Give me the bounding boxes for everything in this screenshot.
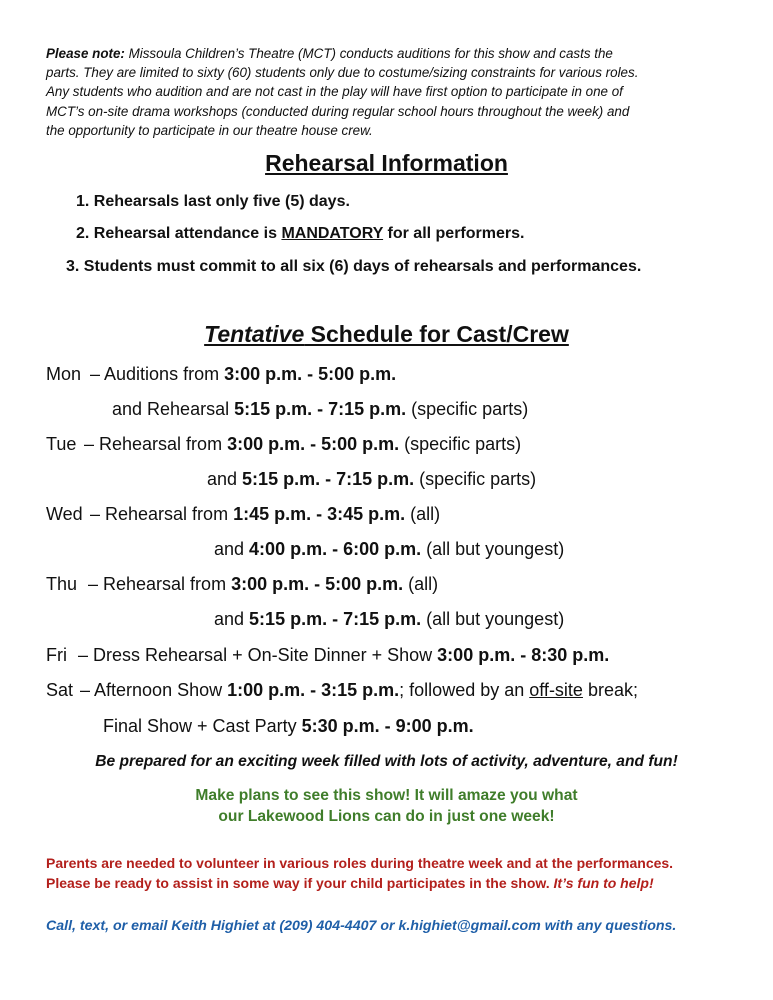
intro-note	[46, 44, 736, 140]
contact-line: Call, text, or email Keith Highiet at (209) 404-4407 or k.highiet@gmail.com with any questions.	[46, 918, 677, 934]
rehearsal-heading: Rehearsal Information	[265, 150, 508, 176]
tagline: Be prepared for an exciting week filled with lots of activity, adventure, and fun!	[95, 753, 678, 770]
rehearsal-rule: 3. Students must commit to all six (6) days of rehearsals and performances.	[66, 258, 642, 275]
schedule-time: 3:00 p.m. - 8:30 p.m.	[437, 645, 610, 665]
promo-line: Make plans to see this show! It will amaze you what	[195, 787, 578, 804]
schedule-time: 4:00 p.m. - 6:00 p.m.	[249, 539, 422, 559]
schedule-time: 5:15 p.m. - 7:15 p.m.	[249, 609, 422, 629]
volunteer-emphasis: It’s fun to help!	[553, 875, 654, 891]
schedule-day: Sat	[46, 680, 74, 700]
rehearsal-rule: 2. Rehearsal attendance is MANDATORY for all performers.	[76, 225, 525, 242]
note-line: parts. They are limited to sixty (60) students only due to costume/sizing constraints for various roles.	[46, 65, 639, 81]
volunteer-line: Parents are needed to volunteer in various roles during theatre week and at the performances.	[46, 855, 674, 871]
volunteer-line: Please be ready to assist in some way if your child participates in the show. It’s fun to help!	[46, 875, 654, 891]
mandatory-emphasis: MANDATORY	[281, 225, 384, 242]
note-line: Missoula Children’s Theatre (MCT) conducts auditions for this show and casts the	[124, 46, 613, 61]
schedule-time: 3:00 p.m. - 5:00 p.m.	[231, 574, 404, 594]
schedule-day: Thu	[46, 574, 78, 594]
schedule-time: 3:00 p.m. - 5:00 p.m.	[224, 364, 397, 384]
schedule-time: 1:00 p.m. - 3:15 p.m.	[227, 680, 400, 700]
schedule-heading-italic: Tentative	[204, 321, 305, 347]
promo-line: our Lakewood Lions can do in just one week!	[218, 808, 555, 825]
offsite-emphasis: off-site	[529, 680, 583, 700]
note-line: MCT’s on-site drama workshops (conducted during regular school hours throughout the week) and	[46, 103, 630, 119]
schedule-day: Mon	[46, 364, 82, 384]
schedule-day: Tue	[46, 434, 77, 454]
schedule-heading: Tentative Schedule for Cast/Crew	[204, 321, 569, 347]
note-label: Please note:	[46, 46, 125, 61]
schedule-time: 5:15 p.m. - 7:15 p.m.	[234, 399, 407, 419]
note-line: Any students who audition and are not cast in the play will have first option to participate in one of	[46, 84, 623, 100]
schedule-time: 1:45 p.m. - 3:45 p.m.	[233, 504, 406, 524]
schedule-time: 5:15 p.m. - 7:15 p.m.	[242, 469, 415, 489]
schedule-time: 3:00 p.m. - 5:00 p.m.	[227, 434, 400, 454]
schedule-time: 5:30 p.m. - 9:00 p.m.	[301, 716, 474, 736]
schedule-day: Wed	[46, 504, 83, 524]
note-line: the opportunity to participate in our theatre house crew.	[46, 122, 373, 138]
schedule-day: Fri	[46, 645, 67, 665]
rehearsal-rule: 1. Rehearsals last only five (5) days.	[76, 193, 350, 210]
